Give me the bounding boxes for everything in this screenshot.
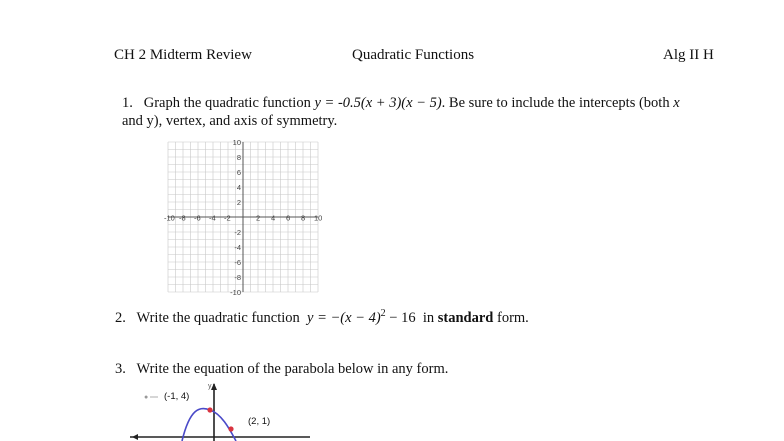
question-3-text: Write the equation of the parabola below in any form. <box>136 361 449 377</box>
point-1-label: (-1, 4) <box>164 391 190 402</box>
header-class: Alg II H <box>663 47 714 63</box>
question-1-line2: and y), vertex, and axis of symmetry. <box>122 113 338 129</box>
x-tick-label: 8 <box>301 213 306 223</box>
y-tick-label: -2 <box>234 228 241 237</box>
parabola-curve <box>182 408 236 441</box>
x-tick-label: 6 <box>286 213 291 223</box>
point-vertex <box>207 407 212 412</box>
header-topic: Quadratic Functions <box>352 47 475 63</box>
question-2-in: in <box>422 309 435 326</box>
y-tick-label: 4 <box>236 183 241 192</box>
x-tick-label: -2 <box>224 213 231 223</box>
question-2-bold-word: standard <box>437 309 494 326</box>
point-2-label: (2, 1) <box>248 416 271 427</box>
y-tick-label: -4 <box>234 243 241 252</box>
y-tick-label: -10 <box>230 288 241 297</box>
x-tick-label: 2 <box>256 213 261 223</box>
question-2-text-after: form. <box>497 309 529 326</box>
point-2-1 <box>228 426 233 431</box>
x-tick-label: -8 <box>179 213 186 223</box>
question-3 <box>115 360 448 378</box>
question-3-number: 3. <box>115 361 126 377</box>
header-course: CH 2 Midterm Review <box>114 47 252 63</box>
question-2-equation-tail: − 16 <box>385 309 416 326</box>
parabola-graph <box>130 380 310 441</box>
question-1 <box>122 94 742 112</box>
y-tick-label: -6 <box>234 258 241 267</box>
y-tick-label: 6 <box>236 168 241 177</box>
question-1-text-after: . Be sure to include the intercepts (both <box>441 95 670 111</box>
question-1-text: Graph the quadratic function <box>143 95 311 111</box>
x-tick-label: 4 <box>271 213 276 223</box>
y-tick-label: 2 <box>236 198 241 207</box>
question-1-number: 1. <box>122 95 133 111</box>
x-tick-label: -10 <box>164 213 175 223</box>
question-2-text: Write the quadratic function <box>136 309 300 326</box>
question-2-exponent: 2 <box>380 308 386 319</box>
question-2 <box>115 305 529 327</box>
question-1-equation: y = -0.5(x + 3)(x − 5) <box>314 95 442 111</box>
y-axis-arrow-icon <box>211 383 217 390</box>
y-tick-label: 8 <box>236 153 241 162</box>
coordinate-grid <box>160 138 325 298</box>
x-tick-label: -4 <box>209 213 216 223</box>
parabola-y-label: y <box>208 383 212 390</box>
question-2-number: 2. <box>115 309 126 326</box>
x-tick-label: 10 <box>314 213 323 223</box>
x-tick-label: -6 <box>194 213 201 223</box>
y-tick-label: 10 <box>232 138 241 147</box>
x-axis-arrow-icon <box>132 434 138 440</box>
question-1-var-x: x <box>673 95 680 111</box>
tick-mark-dot: ● <box>144 394 149 401</box>
question-2-equation: y = −(x − 4) <box>307 309 381 326</box>
y-tick-label: -8 <box>234 273 241 282</box>
